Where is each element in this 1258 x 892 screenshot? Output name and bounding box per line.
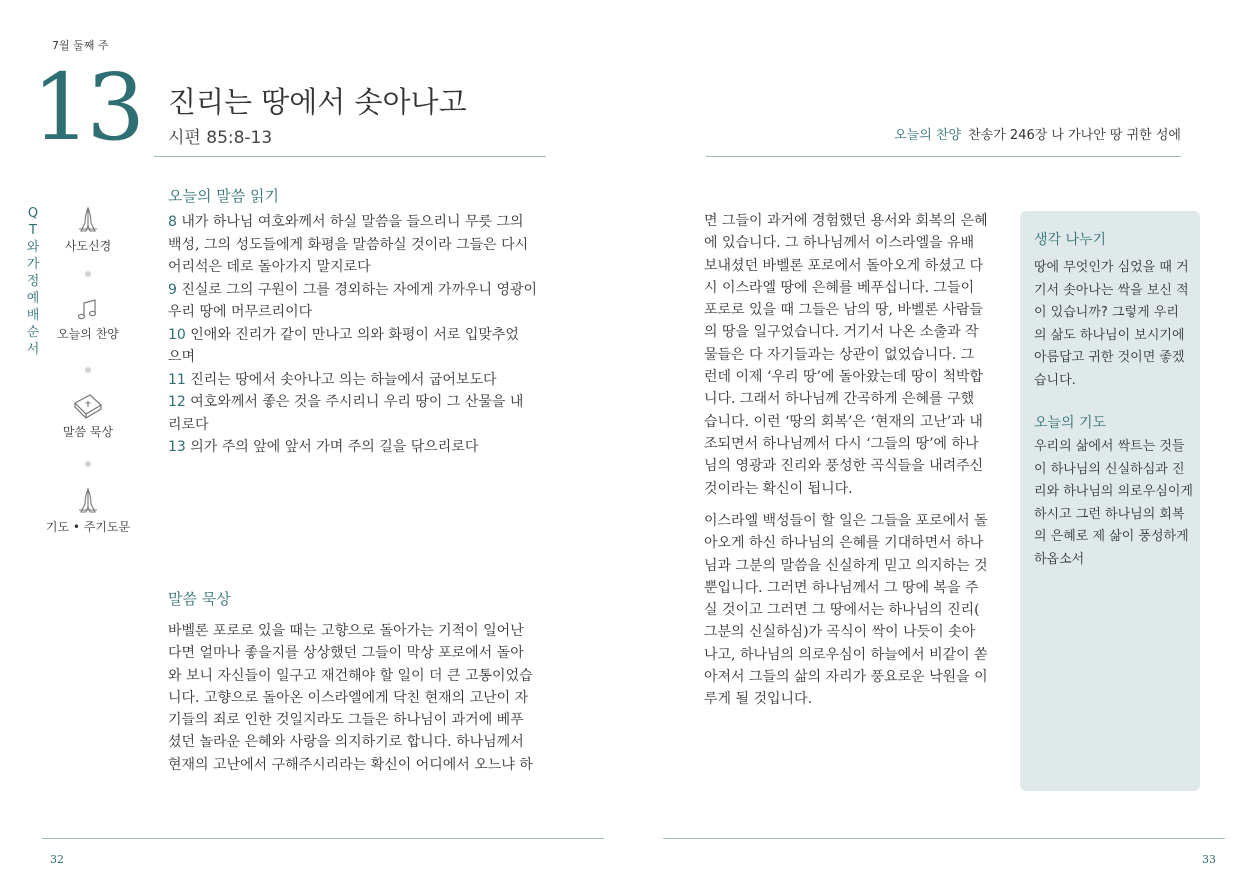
share-line: 이 있습니까? 그렇게 우리	[1034, 305, 1179, 320]
sidebar-item-label: 기도 • 주기도문	[45, 520, 131, 534]
verse-text: 어리석은 데로 돌아가지 말지로다	[168, 259, 371, 275]
verse-line	[168, 436, 548, 459]
footer-divider-right	[663, 838, 1225, 839]
share-line: 아름답고 귀한 것이면 좋겠	[1034, 350, 1185, 365]
verse-line	[168, 256, 548, 279]
week-label: 7월 둘째 주	[52, 39, 109, 52]
verse-line	[168, 301, 548, 324]
meditation-heading: 말씀 묵상	[168, 590, 231, 608]
meditation-text-left	[168, 620, 548, 776]
verse-text: 진실로 그의 구원이 그를 경외하는 자에게 가까우니 영광이	[181, 281, 538, 298]
meditation-line: 니다. 그래서 하나님께 간곡하게 은혜를 구했	[704, 391, 975, 408]
prayer-line: 의 은혜로 제 삶이 풍성하게	[1034, 529, 1189, 544]
verse-text: 내가 하나님 여호와께서 하실 말씀을 들으리니 무릇 그의	[181, 214, 524, 230]
praying-hands-icon	[73, 205, 103, 235]
verse-text: 인애와 진리가 같이 만나고 의와 화평이 서로 입맞추었	[190, 326, 519, 343]
verse-number: 8	[168, 214, 182, 230]
todays-hymn	[894, 124, 1181, 143]
meditation-line: 현재의 고난에서 구해주시리라는 확신이 어디에서 오느냐 하	[168, 756, 533, 773]
meditation-line: 기들의 죄로 인한 것일지라도 그들은 하나님이 과거에 베푸	[168, 712, 524, 729]
share-line: 습니다.	[1034, 372, 1076, 388]
verse-line	[168, 346, 548, 369]
meditation-line: 바벨론 포로로 있을 때는 고향으로 돌아가는 기적이 일어난	[168, 623, 524, 639]
hymn-divider	[706, 156, 1181, 157]
meditation-line: 습니다. 이런 ‘땅의 회복’은 ‘현재의 고난’과 내	[704, 413, 983, 430]
verse-line	[168, 369, 548, 392]
meditation-line: 님의 영광과 진리와 풍성한 곡식들을 내려주신	[704, 458, 984, 475]
meditation-line: 포로로 있을 때 그들은 남의 땅, 바벨론 사람들	[704, 302, 984, 319]
sidebar-item-label: 오늘의 찬양	[57, 327, 119, 341]
share-line: 의 삶도 하나님이 보시기에	[1034, 327, 1185, 343]
verse-number: 12	[168, 394, 191, 410]
verse-line	[168, 391, 548, 414]
verse-text: 의가 주의 앞에 앞서 가며 주의 길을 닦으리로다	[190, 439, 479, 455]
verse-number: 11	[168, 371, 191, 388]
meditation-line: 의 땅을 일구었습니다. 거기서 나온 소출과 작	[704, 324, 979, 341]
verse-number: 13	[168, 439, 191, 455]
verse-text: 진리는 땅에서 솟아나고 의는 하늘에서 굽어보도다	[190, 371, 497, 388]
meditation-line: 뿐입니다. 그러면 하나님께서 그 땅에 복을 주	[704, 579, 979, 596]
prayer-line: 이 하나님의 신실하심과 진	[1034, 461, 1185, 477]
meditation-line: 실 것이고 그러면 그 땅에서는 하나님의 진리(	[704, 602, 980, 619]
share-line: 기서 솟아나는 싹을 보신 적	[1034, 282, 1189, 298]
meditation-text-right-1	[704, 210, 996, 500]
verse-text: 우리 땅에 머무르리이다	[168, 304, 313, 320]
scripture-reference: 시편 85:8-13	[168, 128, 273, 148]
meditation-line: 에 있습니다. 그 하나님께서 이스라엘을 유배	[704, 235, 975, 252]
prayer-line: 리와 하나님의 의로우심이게	[1034, 484, 1193, 499]
meditation-line: 아오게 하신 하나님의 은혜를 기대하면서 하나	[704, 535, 984, 552]
verse-line	[168, 211, 548, 234]
prayer-line: 우리의 삶에서 싹트는 것들	[1034, 439, 1185, 454]
prayer-text	[1034, 436, 1194, 571]
meditation-line: 다면 얼마나 좋을지를 상상했던 그들이 막상 포로에서 돌아	[168, 645, 524, 662]
verse-line	[168, 324, 548, 347]
reading-heading: 오늘의 말씀 읽기	[168, 187, 279, 205]
meditation-line: 셨던 놀라운 은혜와 사랑을 의지하기로 합니다. 하나님께서	[168, 734, 524, 751]
page-number-right: 33	[1202, 853, 1216, 866]
prayer-heading: 오늘의 기도	[1034, 415, 1107, 431]
verse-line	[168, 234, 548, 257]
hymn-label: 오늘의 찬양	[894, 128, 962, 143]
sidebar-vertical-label: QT와 가정예배 순서	[26, 206, 40, 357]
verse-number: 10	[168, 326, 191, 343]
meditation-line: 조되면서 하나님께서 다시 ‘그들의 땅’에 하나	[704, 435, 979, 452]
sidebar-item-meditation	[38, 391, 138, 440]
sidebar-item-label: 사도신경	[64, 239, 112, 253]
sidebar-dot	[85, 461, 91, 467]
hymn-text: 찬송가 246장 나 가나안 땅 귀한 성에	[968, 128, 1181, 143]
sidebar-item-prayer	[38, 486, 138, 535]
meditation-line: 것이라는 확신이 됩니다.	[704, 480, 853, 497]
verse-line	[168, 279, 548, 302]
bible-book-icon	[72, 391, 104, 421]
meditation-line: 나고, 하나님의 의로우심이 하늘에서 비같이 쏟	[704, 646, 988, 663]
sidebar-item-creed	[38, 205, 138, 254]
verse-text: 여호와께서 좋은 것을 주시리니 우리 땅이 그 산물을 내	[190, 394, 524, 410]
sidebar-item-label: 말씀 묵상	[62, 425, 114, 439]
meditation-line: 물들은 다 자기들과는 상관이 없었습니다. 그	[704, 346, 975, 363]
verse-list	[168, 211, 548, 459]
meditation-line: 와 보니 자신들이 일구고 재건해야 할 일이 더 큰 고통이었습	[168, 667, 533, 684]
praying-hands-icon	[73, 486, 103, 516]
verse-number: 9	[168, 281, 182, 298]
share-heading: 생각 나누기	[1034, 232, 1107, 248]
share-line: 땅에 무엇인가 심었을 때 거	[1034, 260, 1189, 275]
sidebar-dot	[85, 271, 91, 277]
sidebar-dot	[85, 367, 91, 373]
day-number: 13	[32, 54, 142, 161]
share-text	[1034, 257, 1194, 392]
verse-text: 으며	[168, 349, 196, 365]
prayer-line: 하옵소서	[1034, 551, 1085, 567]
meditation-line: 그분의 신실하심)가 곡식이 싹이 나듯이 솟아	[704, 624, 976, 641]
verse-line	[168, 414, 548, 437]
music-note-icon	[75, 297, 101, 323]
title-divider	[154, 156, 546, 157]
verse-text: 백성, 그의 성도들에게 화평을 말씀하실 것이라 그들은 다시	[168, 236, 529, 253]
sidebar-item-hymn	[38, 297, 138, 342]
meditation-line: 면 그들이 과거에 경험했던 용서와 회복의 은혜	[704, 213, 988, 229]
meditation-line: 이스라엘 백성들이 할 일은 그들을 포로에서 돌	[704, 513, 988, 529]
meditation-line: 시 이스라엘 땅에 은혜를 베푸십니다. 그들이	[704, 279, 975, 296]
meditation-line: 님과 그분의 말씀을 신실하게 믿고 의지하는 것	[704, 557, 988, 574]
meditation-text-right-2	[704, 510, 996, 711]
meditation-line: 런데 이제 ‘우리 땅’에 돌아왔는데 땅이 척박합	[704, 369, 984, 386]
meditation-line: 루게 될 것입니다.	[704, 691, 813, 708]
meditation-line: 보내셨던 바벨론 포로에서 돌아오게 하셨고 다	[704, 257, 984, 274]
page-title: 진리는 땅에서 솟아나고	[168, 85, 467, 119]
verse-text: 리로다	[168, 416, 209, 433]
footer-divider-left	[42, 838, 604, 839]
prayer-line: 하시고 그런 하나님의 회복	[1034, 506, 1185, 522]
page-number-left: 32	[50, 853, 64, 866]
meditation-line: 아져서 그들의 삶의 자리가 풍요로운 낙원을 이	[704, 669, 988, 686]
meditation-line: 니다. 고향으로 돌아온 이스라엘에게 닥친 현재의 고난이 자	[168, 689, 529, 706]
